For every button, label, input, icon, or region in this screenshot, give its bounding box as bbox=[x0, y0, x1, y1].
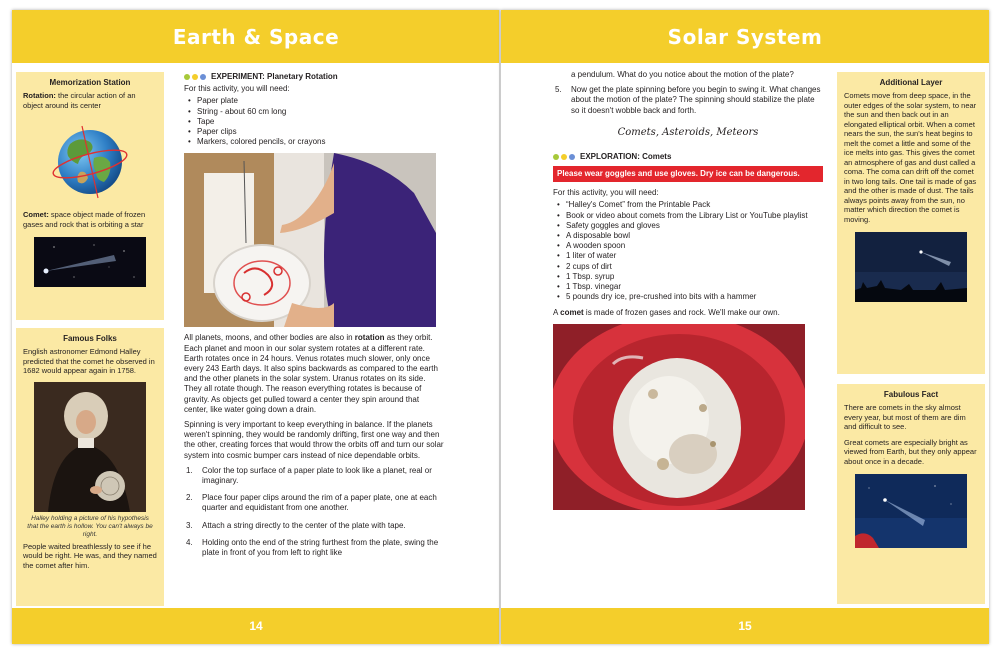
comet-photo bbox=[34, 237, 146, 287]
comet-over-trees-icon bbox=[855, 232, 967, 302]
plate-spinning-icon bbox=[184, 153, 436, 327]
right-page-footer bbox=[501, 608, 989, 644]
fabulous-fact-title: Fabulous Fact bbox=[883, 390, 939, 399]
additional-layer-text: Comets move from deep space, in the outer edges of the solar system, to near the sun and then back out in an elongated elliptical orbit. When a comet nears the sun, the sun's heat begins to melt the comet a little and some of the ice melts into gas. This gives the comet an atmosphere of gas and dust called a coma. The coma can drift off the comet in two long tails. One tail is made of gas and the other is made of dust. The tails always points away from the sun, no matter which direction the comet is moving. bbox=[844, 91, 977, 224]
comet-paragraph: A comet is made of frozen gases and rock. We'll make our own. bbox=[553, 308, 780, 318]
experiment-steps-continued bbox=[553, 85, 823, 116]
left-page-title: Earth & Space bbox=[172, 24, 340, 49]
list-item: • Markers, colored pencils, or crayons bbox=[188, 137, 444, 147]
experiment-intro: For this activity, you will need: bbox=[184, 84, 290, 94]
safety-warning: Please wear goggles and use gloves. Dry ice can be dangerous. bbox=[553, 166, 823, 182]
balance-paragraph: Spinning is very important to keep everything in balance. If the planets weren't spinning, they would be randomly drifting, first one way and then the other, creating forces that would throw the orbits off and turn our solar system into cosmic bumper cars instead of nice dependable orbits. bbox=[184, 420, 444, 460]
additional-layer-sidebar bbox=[837, 72, 985, 374]
list-item: • 5 pounds dry ice, pre-crushed into bits with a hammer bbox=[557, 292, 823, 302]
list-item: • Paper clips bbox=[188, 127, 444, 137]
earth-globe-icon bbox=[50, 122, 130, 202]
left-page-footer bbox=[12, 608, 500, 644]
comet-definition: Comet: space object made of frozen gases and rock that is orbiting a star bbox=[23, 210, 146, 229]
exploration-heading bbox=[553, 152, 823, 162]
halley-result-text: People waited breathlessly to see if he would be right. He was, and they named the comet after him. bbox=[23, 541, 157, 570]
list-item: • Safety goggles and gloves bbox=[557, 221, 823, 231]
list-item: • 2 cups of dirt bbox=[557, 262, 823, 272]
left-page-header bbox=[12, 10, 500, 63]
list-item: • A disposable bowl bbox=[557, 231, 823, 241]
experiment-materials-list bbox=[188, 96, 444, 147]
rotation-paragraph: All planets, moons, and other bodies are also in rotation as they orbit. Each planet and moon in our solar system rotates at a different rate. Earth rotates once in 24 hours. Venus rotates much slower, only once every 243 Earth days. It also spins backwards as compared to the earth and the other planets in the solar system. Uranus rotates on its side. They all rotate though. The reason everything rotates is because of gravity. As objects get pulled toward a center they spin around that center, like water going down a drain. bbox=[184, 333, 438, 414]
fabulous-fact-text1: There are comets in the sky almost every year, but most of them are dim and difficult to see. bbox=[844, 403, 966, 431]
right-page-number: 15 bbox=[738, 619, 752, 633]
famous-folks-title: Famous Folks bbox=[63, 334, 117, 343]
left-page bbox=[12, 10, 500, 644]
step4-continued: a pendulum. What do you notice about the motion of the plate? bbox=[571, 70, 794, 79]
list-item: • 1 liter of water bbox=[557, 251, 823, 261]
great-comet-icon bbox=[855, 474, 967, 548]
list-item: 5. Now get the plate spinning before you begin to swing it. What changes about the motion of the plate? The spinning should stabilize the plate so it doesn't wobble back and forth. bbox=[555, 85, 821, 115]
experiment-heading bbox=[184, 72, 444, 82]
earth-rotation-image bbox=[50, 122, 130, 202]
section-title: Comets, Asteroids, Meteors bbox=[617, 126, 759, 138]
comet-icon bbox=[34, 237, 146, 287]
memorization-title: Memorization Station bbox=[49, 78, 131, 87]
memorization-station-sidebar bbox=[16, 72, 164, 320]
right-page bbox=[501, 10, 989, 644]
list-item: • 1 Tbsp. vinegar bbox=[557, 282, 823, 292]
list-item: • Paper plate bbox=[188, 96, 444, 106]
fabulous-fact-text2: Great comets are especially bright as viewed from Earth, but they only appear about once in a decade. bbox=[844, 437, 977, 466]
exploration-intro: For this activity, you will need: bbox=[553, 188, 659, 198]
list-item: • Tape bbox=[188, 117, 444, 127]
experiment-label: EXPERIMENT: Planetary Rotation bbox=[211, 72, 338, 81]
right-main-column bbox=[553, 70, 823, 510]
list-item: • 1 Tbsp. syrup bbox=[557, 272, 823, 282]
exploration-label: EXPLORATION: Comets bbox=[580, 152, 672, 162]
rotation-definition: Rotation: the circular action of an object around its center bbox=[23, 91, 136, 110]
left-page-number: 14 bbox=[249, 619, 263, 633]
paper-plate-photo bbox=[184, 153, 436, 327]
list-item: 3. Attach a string directly to the center of the plate with tape. bbox=[186, 520, 406, 530]
experiment-steps-list bbox=[184, 466, 444, 558]
famous-folks-sidebar bbox=[16, 328, 164, 606]
portrait-icon bbox=[34, 382, 146, 512]
list-item: • “Halley's Comet” from the Printable Pack bbox=[557, 200, 823, 210]
list-item: • A wooden spoon bbox=[557, 241, 823, 251]
dry-ice-comet-photo bbox=[553, 324, 805, 510]
halley-portrait bbox=[34, 382, 146, 512]
great-comet-photo bbox=[855, 474, 967, 548]
activity-dots-icon bbox=[553, 154, 577, 160]
fabulous-fact-sidebar bbox=[837, 384, 985, 604]
activity-dots-icon bbox=[184, 74, 208, 80]
list-item: 2. Place four paper clips around the rim of a paper plate, one at each quarter and equidistant from one another. bbox=[186, 493, 437, 513]
halley-caption: Halley holding a picture of his hypothesis that the earth is hollow. You can't always be right. bbox=[27, 514, 153, 538]
list-item: • String - about 60 cm long bbox=[188, 107, 444, 117]
halley-prediction-text: English astronomer Edmond Halley predicted that the comet he observed in 1682 would appear again in 1758. bbox=[23, 347, 155, 375]
list-item: • Book or video about comets from the Library List or YouTube playlist bbox=[557, 211, 823, 221]
list-item: 1. Color the top surface of a paper plate to look like a planet, real or imaginary. bbox=[186, 465, 432, 486]
left-main-column bbox=[184, 72, 444, 565]
comet-night-photo bbox=[855, 232, 967, 302]
comet-bowl-icon bbox=[553, 324, 805, 510]
list-item: 4. Holding onto the end of the string furthest from the plate, swing the plate in front of you from left to right like bbox=[186, 537, 439, 558]
exploration-materials-list bbox=[557, 200, 823, 302]
right-page-title: Solar System bbox=[667, 24, 823, 49]
right-page-header bbox=[501, 10, 989, 63]
additional-layer-title: Additional Layer bbox=[879, 78, 943, 87]
